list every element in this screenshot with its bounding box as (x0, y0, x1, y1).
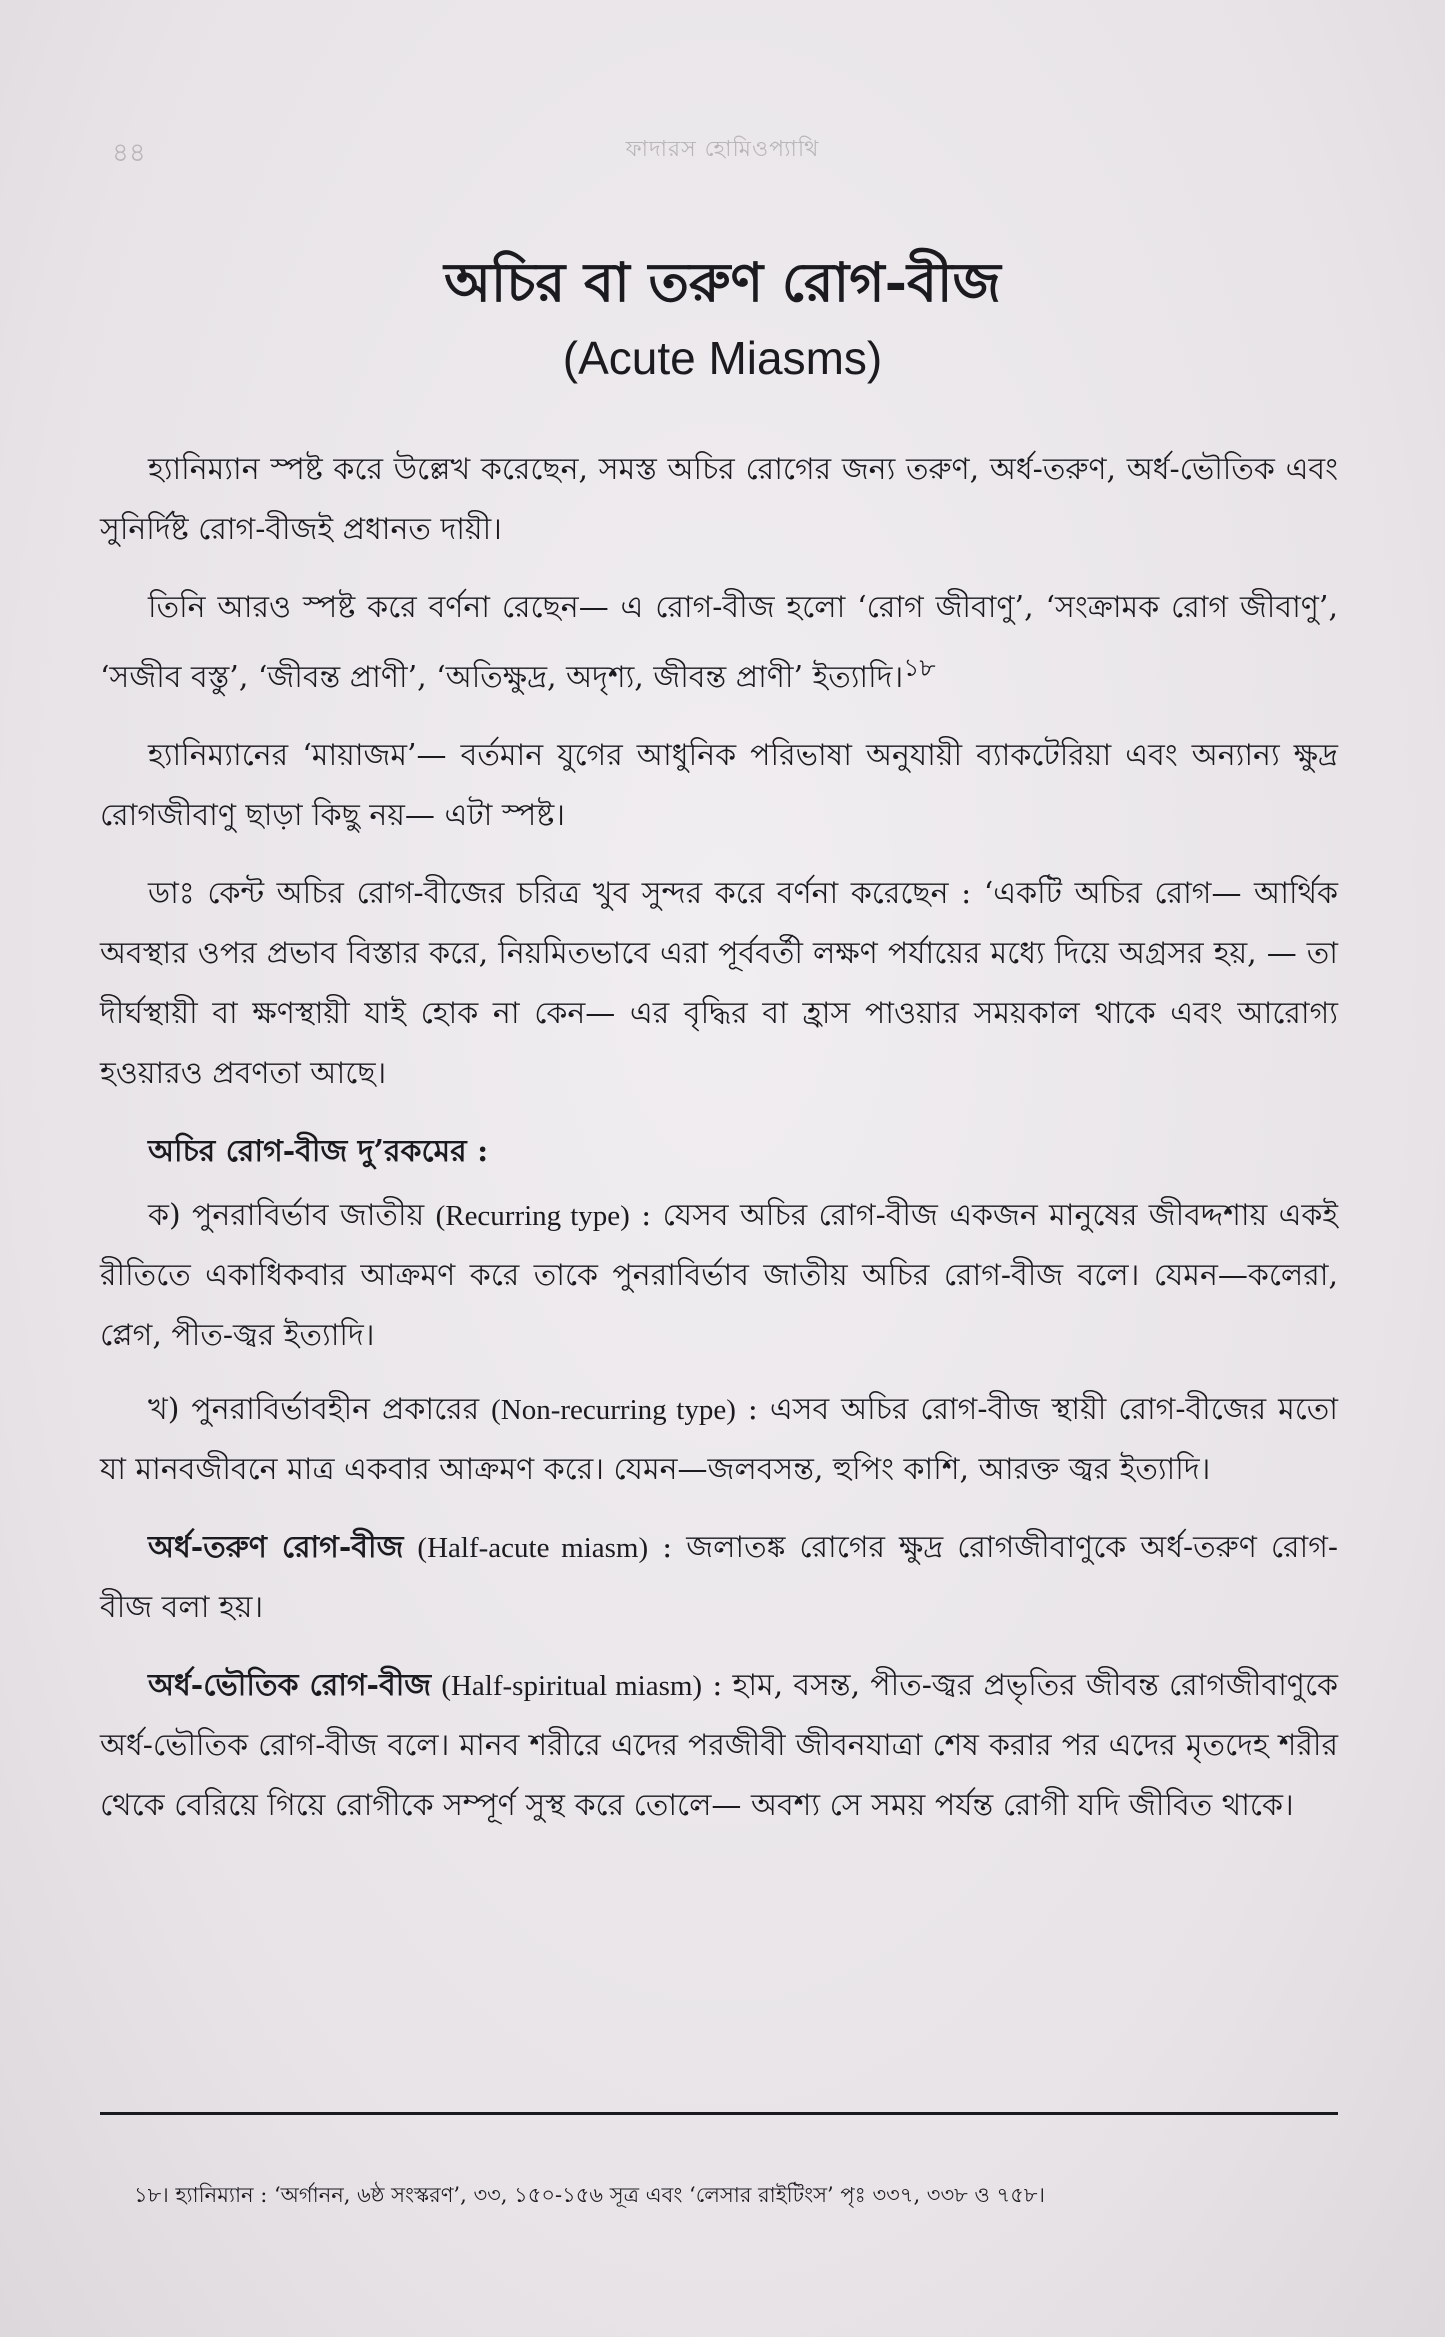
chapter-title: অচির বা তরুণ রোগ-বীজ (444, 250, 1001, 314)
footnote-ref: ১৮ (903, 653, 936, 682)
types-heading: অচির রোগ-বীজ দু’রকমের : (148, 1134, 489, 1169)
paragraph-miasm-definition: হ্যানিম্যানের ‘মায়াজম’— বর্তমান যুগের আধুনিক পরিভাষা অনুযায়ী ব্যাকটেরিয়া এবং অন্যান্য ক্ষুদ্র রোগজীবাণু ছাড়া কিছু নয়— এটা স্পষ্ট। (100, 738, 1338, 833)
paragraph-description: তিনি আরও স্পষ্ট করে বর্ণনা রেছেন— এ রোগ-বীজ হলো ‘রোগ জীবাণু’, ‘সংক্রামক রোগ জীবাণু’, ‘সজীব বস্তু’, ‘জীবন্ত প্রাণী’, ‘অতিক্ষুদ্র, অদৃশ্য, জীবন্ত প্রাণী’ ইত্যাদি।$^{১৮}$ (100, 590, 1338, 695)
running-header: ফাদারস হোমিওপ্যাথি (625, 137, 820, 162)
footnote: ১৮। হ্যানিম্যান : ‘অর্গানন, ৬ষ্ঠ সংস্করণ’, ৩৩, ১৫০-১৫৬ সূত্র এবং ‘লেসার রাইটিংস’ পৃঃ ৩৩৭, ৩৩৮ ও ৭৫৮। (134, 2183, 1045, 2207)
running-page-number: ৪৪ (112, 138, 146, 168)
type-recurring: ক) পুনরাবির্ভাব জাতীয় (Recurring type) : যেসব অচির রোগ-বীজ একজন মানুষের জীবদ্দশায় একই রীতিতে একাধিকবার আক্রমণ করে তাকে পুনরাবির্ভাব জাতীয় অচির রোগ-বীজ বলে। যেমন—কলেরা, প্লেগ, পীত-জ্বর ইত্যাদি। (100, 1198, 1339, 1353)
paragraph-kent-quote: ডাঃ কেন্ট অচির রোগ-বীজের চরিত্র খুব সুন্দর করে বর্ণনা করেছেন : ‘একটি অচির রোগ— আর্থিক অবস্থার ওপর প্রভাব বিস্তার করে, নিয়মিতভাবে এরা পূর্ববর্তী লক্ষণ পর্যায়ের মধ্যে দিয়ে অগ্রসর হয়, — তা দীর্ঘস্থায়ী বা ক্ষণস্থায়ী যাই হোক না কেন— এর বৃদ্ধির বা হ্রাস পাওয়ার সময়কাল থাকে এবং আরোগ্য হওয়ারও প্রবণতা আছে। (100, 876, 1338, 1091)
footnote-divider (100, 2112, 1338, 2115)
paragraph-half-acute: অর্ধ-তরুণ রোগ-বীজ (Half-acute miasm) : জলাতঙ্ক রোগের ক্ষুদ্র রোগজীবাণুকে অর্ধ-তরুণ রোগ-বীজ বলা হয়। (100, 1530, 1338, 1625)
type-non-recurring: খ) পুনরাবির্ভাবহীন প্রকারের (Non-recurring type) : এসব অচির রোগ-বীজ স্থায়ী রোগ-বীজের মতো যা মানবজীবনে মাত্র একবার আক্রমণ করে। যেমন—জলবসন্ত, হুপিং কাশি, আরক্ত জ্বর ইত্যাদি। (100, 1392, 1338, 1487)
paragraph-intro: হ্যানিম্যান স্পষ্ট করে উল্লেখ করেছেন, সমস্ত অচির রোগের জন্য তরুণ, অর্ধ-তরুণ, অর্ধ-ভৌতিক এবং সুনির্দিষ্ট রোগ-বীজই প্রধানত দায়ী। (100, 452, 1338, 547)
chapter-subtitle: (Acute Miasms) (562, 332, 883, 384)
paragraph-half-spiritual: অর্ধ-ভৌতিক রোগ-বীজ (Half-spiritual miasm) : হাম, বসন্ত, পীত-জ্বর প্রভৃতির জীবন্ত রোগজীবাণুকে অর্ধ-ভৌতিক রোগ-বীজ বলে। মানব শরীরে এদের পরজীবী জীবনযাত্রা শেষ করার পর এদের মৃতদেহ শরীর থেকে বেরিয়ে গিয়ে রোগীকে সম্পূর্ণ সুস্থ করে তোলে— অবশ্য সে সময় পর্যন্ত রোগী যদি জীবিত থাকে। (100, 1668, 1338, 1823)
body-text (100, 440, 1338, 1854)
